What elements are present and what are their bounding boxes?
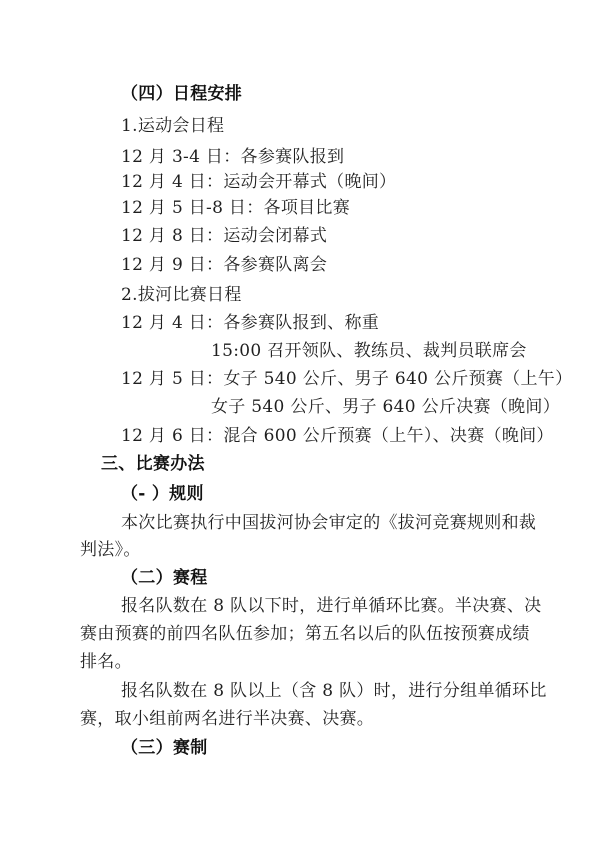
tug-schedule-item: 12 月 6 日：混合 600 公斤预赛（上午）、决赛（晚间） bbox=[121, 426, 554, 446]
tug-schedule-item: 15:00 召开领队、教练员、裁判员联席会 bbox=[211, 341, 527, 361]
match-schedule-paragraph-line: 赛由预赛的前四名队伍参加；第五名以后的队伍按预赛成绩 bbox=[80, 624, 530, 644]
tug-schedule-item: 女子 540 公斤、男子 640 公斤决赛（晚间） bbox=[211, 397, 561, 417]
tug-schedule-title: 2.拔河比赛日程 bbox=[121, 285, 242, 305]
games-schedule-title: 1.运动会日程 bbox=[121, 116, 225, 136]
match-schedule-paragraph-line: 报名队数在 8 队以下时，进行单循环比赛。半决赛、决 bbox=[121, 596, 542, 616]
match-schedule-paragraph-line: 报名队数在 8 队以上（含 8 队）时，进行分组单循环比 bbox=[121, 681, 547, 701]
tug-schedule-item: 12 月 5 日：女子 540 公斤、男子 640 公斤预赛（上午） bbox=[121, 369, 573, 389]
tug-schedule-item: 12 月 4 日：各参赛队报到、称重 bbox=[121, 313, 380, 333]
rules-paragraph-line: 判法》。 bbox=[80, 540, 141, 560]
chapter-heading-competition-method: 三、比赛办法 bbox=[101, 454, 205, 474]
games-schedule-item: 12 月 3-4 日：各参赛队报到 bbox=[121, 147, 345, 167]
games-schedule-item: 12 月 4 日：运动会开幕式（晚间） bbox=[121, 172, 397, 192]
section-heading-format: （三）赛制 bbox=[121, 738, 208, 758]
section-heading-match-schedule: （二）赛程 bbox=[121, 568, 208, 588]
rules-paragraph-line: 本次比赛执行中国拔河协会审定的《拔河竞赛规则和裁 bbox=[121, 513, 537, 533]
games-schedule-item: 12 月 9 日：各参赛队离会 bbox=[121, 255, 328, 275]
match-schedule-paragraph-line: 赛，取小组前两名进行半决赛、决赛。 bbox=[80, 709, 375, 729]
section-heading-rules: （- ）规则 bbox=[121, 484, 204, 504]
section-heading-schedule: （四）日程安排 bbox=[121, 84, 243, 104]
games-schedule-item: 12 月 8 日：运动会闭幕式 bbox=[121, 226, 328, 246]
games-schedule-item: 12 月 5 日-8 日：各项目比赛 bbox=[121, 198, 351, 218]
match-schedule-paragraph-line: 排名。 bbox=[80, 652, 132, 672]
